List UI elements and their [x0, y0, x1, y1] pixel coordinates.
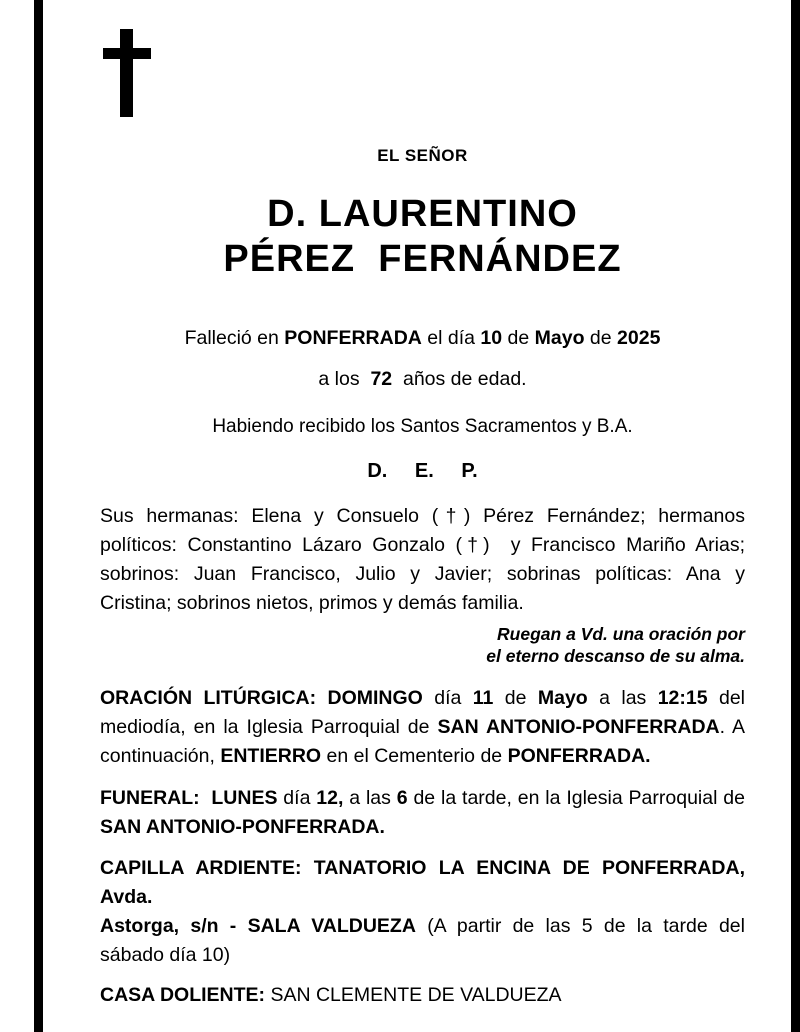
- bold-text-run: ORACIÓN LITÚRGICA: DOMINGO: [100, 687, 423, 709]
- text-run: a las: [343, 787, 397, 809]
- bold-text-run: CAPILLA ARDIENTE: TANATORIO LA ENCINA DE PONFERRADA, Avda.: [100, 857, 745, 908]
- text-run: en el Cementerio de: [321, 745, 508, 767]
- bold-text-run: 72: [370, 368, 393, 390]
- liturgy-service-paragraph: [100, 684, 745, 771]
- deceased-name-line1: D. LAURENTINO: [267, 193, 578, 235]
- text-line: [100, 589, 745, 618]
- bold-text-run: Astorga, s/n - SALA VALDUEZA: [100, 915, 416, 937]
- bold-text-run: SAN ANTONIO-PONFERRADA: [437, 716, 720, 738]
- bold-text-run: SAN ANTONIO-PONFERRADA.: [100, 816, 385, 838]
- bold-text-run: 12:15: [657, 687, 708, 709]
- right-border-rule: [791, 0, 800, 1032]
- text-line: [100, 560, 745, 589]
- text-line: [100, 813, 745, 842]
- text-run: a las: [587, 687, 658, 709]
- deceased-name-line2: PÉREZ FERNÁNDEZ: [223, 238, 622, 280]
- bold-text-run: PONFERRADA.: [507, 745, 651, 767]
- prayer-request-line2: el eterno descanso de su alma.: [486, 646, 745, 666]
- bold-text-run: CASA DOLIENTE:: [100, 984, 266, 1006]
- text-line: [100, 684, 745, 713]
- text-line: [100, 912, 745, 941]
- age-line: [100, 367, 745, 391]
- bold-text-run: FUNERAL: LUNES: [100, 787, 278, 809]
- mourning-house-paragraph: [100, 981, 745, 1010]
- text-run: . A: [719, 716, 745, 738]
- text-run: sábado día 10): [100, 944, 231, 966]
- bold-text-run: ENTIERRO: [220, 745, 322, 767]
- sacraments-line: Habiendo recibido los Santos Sacramentos y B.A.: [212, 416, 633, 437]
- death-notice-line: [100, 326, 745, 350]
- text-run: continuación,: [100, 745, 221, 767]
- bold-text-run: 6: [396, 787, 408, 809]
- bold-text-run: Mayo: [537, 687, 588, 709]
- bold-text-run: 10: [480, 327, 503, 349]
- bold-text-run: 2025: [617, 327, 661, 349]
- bold-text-run: 12,: [316, 787, 344, 809]
- text-run: SAN CLEMENTE DE VALDUEZA: [265, 984, 562, 1006]
- bold-text-run: Mayo: [534, 327, 585, 349]
- text-run: día: [277, 787, 317, 809]
- left-border-rule: [34, 0, 43, 1032]
- funeral-paragraph: [100, 784, 745, 842]
- text-run: el día: [421, 327, 481, 349]
- dep-abbreviation: D. E. P.: [367, 460, 478, 482]
- text-run: a los: [318, 368, 371, 390]
- text-run: años de edad.: [392, 368, 527, 390]
- text-run: de: [493, 687, 538, 709]
- text-run: Sus hermanas: Elena y Consuelo (†) Pérez Fernández; hermanos: [100, 505, 745, 527]
- text-run: día: [422, 687, 473, 709]
- wake-chapel-paragraph: [100, 854, 745, 970]
- obituary-content: [100, 0, 745, 1010]
- text-run: de: [502, 327, 535, 349]
- text-run: del: [707, 687, 745, 709]
- text-line: [100, 742, 745, 771]
- text-line: [100, 981, 745, 1010]
- text-run: (A partir de las 5 de la tarde del: [415, 915, 745, 937]
- honorific-title: EL SEÑOR: [377, 146, 468, 165]
- prayer-request: [100, 623, 745, 667]
- prayer-request-line1: Ruegan a Vd. una oración por: [497, 624, 745, 644]
- text-run: Cristina; sobrinos nietos, primos y demás familia.: [100, 592, 524, 614]
- deceased-name: [100, 192, 745, 282]
- text-run: mediodía, en la Iglesia Parroquial de: [100, 716, 438, 738]
- text-line: [100, 713, 745, 742]
- text-run: sobrinos: Juan Francisco, Julio y Javier; sobrinas políticas: Ana y: [100, 563, 745, 585]
- text-run: de: [584, 327, 618, 349]
- text-line: [100, 502, 745, 531]
- text-line: [100, 854, 745, 912]
- text-line: [100, 941, 745, 970]
- text-run: de la tarde, en la Iglesia Parroquial de: [407, 787, 745, 809]
- text-run: políticos: Constantino Lázaro Gonzalo (†) y Francisco Mariño Arias;: [100, 534, 745, 556]
- text-line: [100, 784, 745, 813]
- text-run: Falleció en: [184, 327, 285, 349]
- bold-text-run: 11: [472, 687, 494, 709]
- bold-text-run: PONFERRADA: [284, 327, 422, 349]
- text-line: [100, 531, 745, 560]
- family-paragraph: [100, 502, 745, 618]
